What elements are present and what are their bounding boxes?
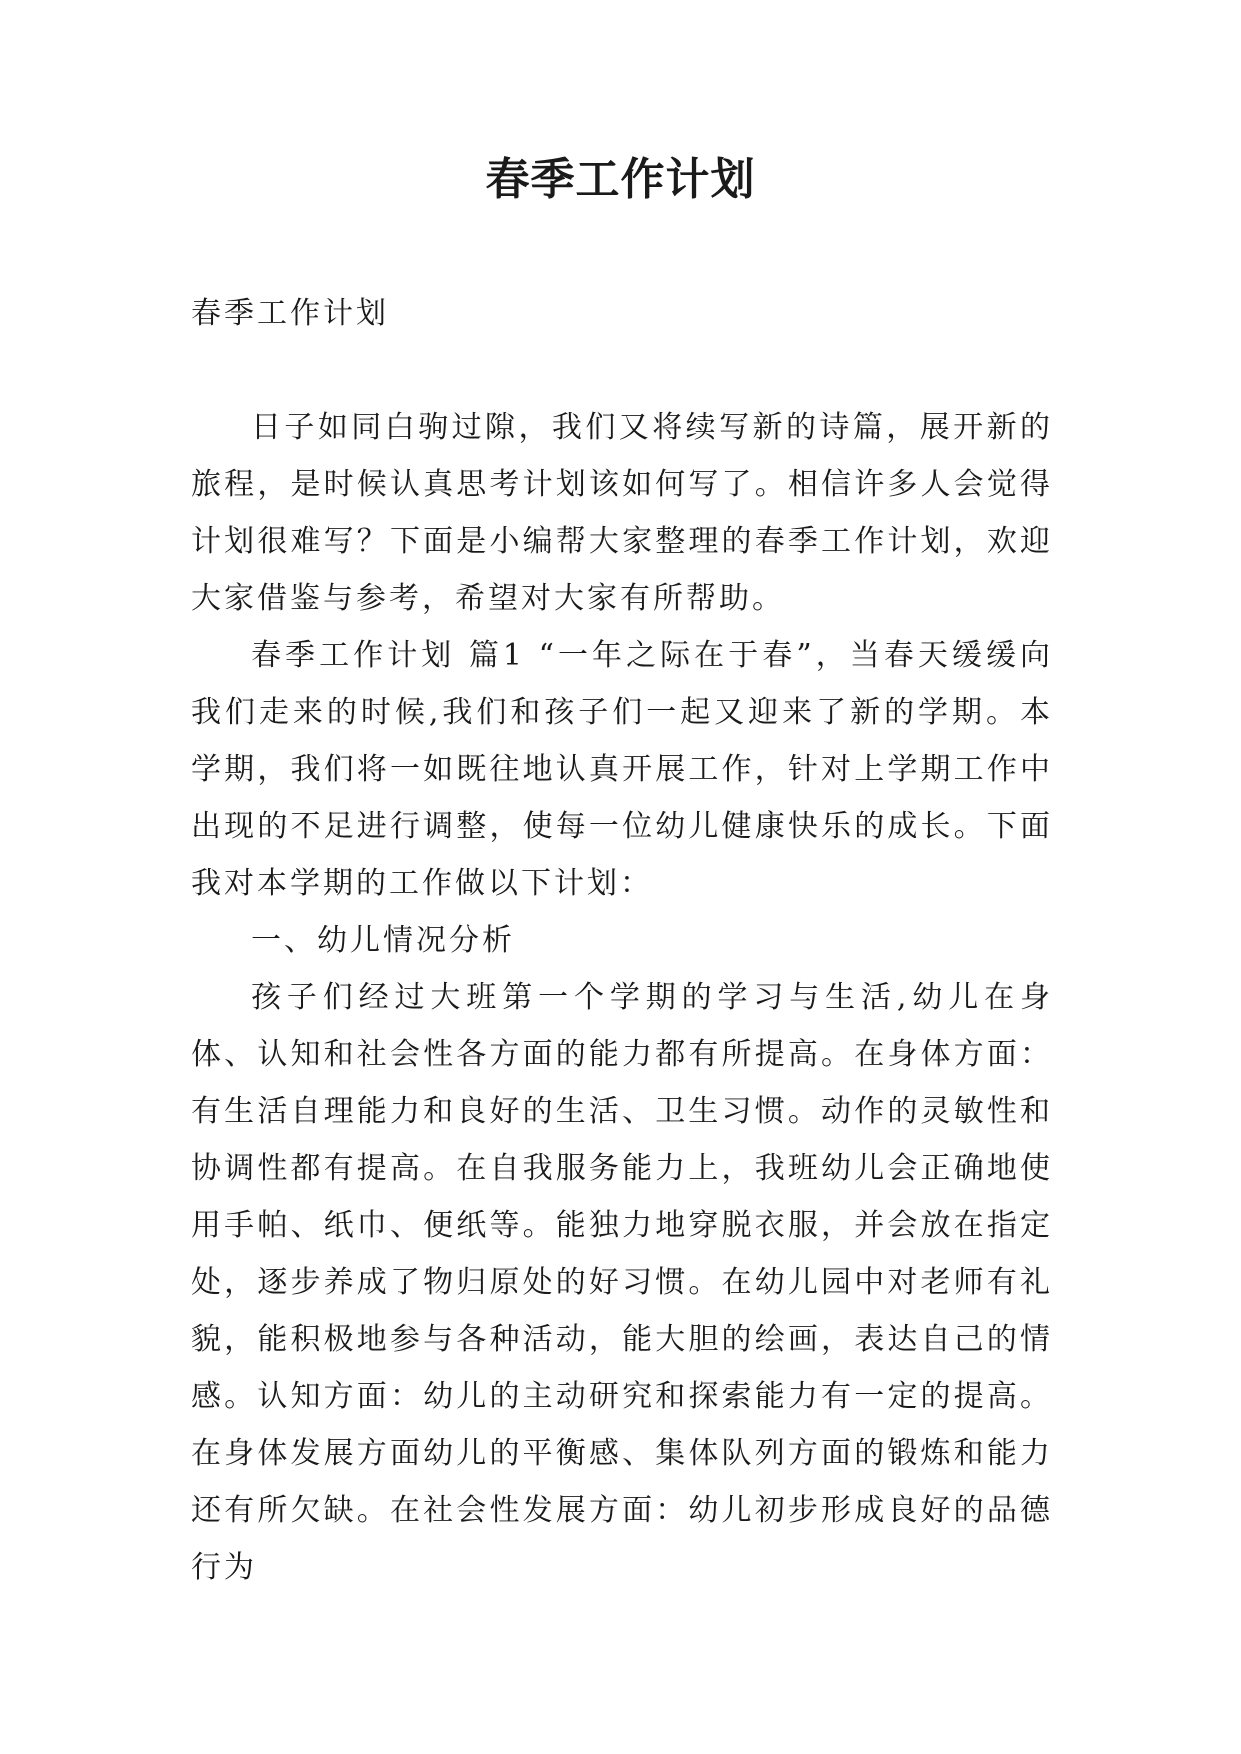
- section-heading: 一、幼儿情况分析: [251, 923, 515, 958]
- blank-line: [191, 342, 1053, 399]
- section-1-paragraph: 春季工作计划 篇1 “一年之际在于春”，当春天缓缓向我们走来的时候,我们和孩子们一起又迎来了新的学期。本学期，我们将一如既往地认真开展工作，针对上学期工作中出现的不足进行调整，使每一位幼儿健康快乐的成长。下面我对本学期的工作做以下计划：: [191, 638, 1053, 901]
- analysis-paragraph: 孩子们经过大班第一个学期的学习与生活,幼儿在身体、认知和社会性各方面的能力都有所提高。在身体方面：有生活自理能力和良好的生活、卫生习惯。动作的灵敏性和协调性都有提高。在自我服务能力上，我班幼儿会正确地使用手帕、纸巾、便纸等。能独力地穿脱衣服，并会放在指定处，逐步养成了物归原处的好习惯。在幼儿园中对老师有礼貌，能积极地参与各种活动，能大胆的绘画，表达自己的情感。认知方面：幼儿的主动研究和探索能力有一定的提高。在身体发展方面幼儿的平衡感、集体队列方面的锻炼和能力还有所欠缺。在社会性发展方面：幼儿初步形成良好的品德行为: [191, 980, 1053, 1585]
- document-body: [191, 285, 1053, 1596]
- document-subtitle: 春季工作计划: [191, 296, 389, 331]
- intro-paragraph: 日子如同白驹过隙，我们又将续写新的诗篇，展开新的旅程，是时候认真思考计划该如何写了。相信许多人会觉得计划很难写？下面是小编帮大家整理的春季工作计划，欢迎大家借鉴与参考，希望对大家有所帮助。: [191, 410, 1053, 616]
- document-title: 春季工作计划: [485, 154, 756, 205]
